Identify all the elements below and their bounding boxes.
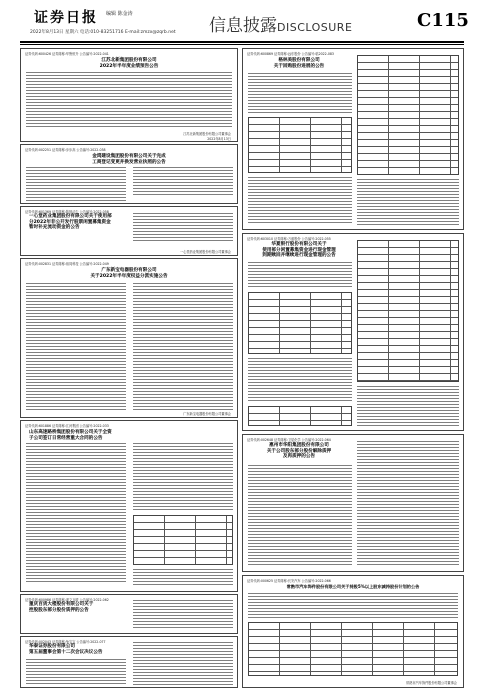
- notice-body-text: [357, 179, 459, 225]
- data-table: [248, 406, 352, 426]
- notice-body-text: [133, 569, 233, 587]
- newspaper-masthead: 证券日报: [34, 10, 98, 26]
- notice-title: 重庆百货大楼股份有限公司关于 控股股东部分股份质押的公告: [29, 602, 94, 613]
- notice-meta: 证券代码:000625 证券简称:长安汽车 公告编号:2022-066: [247, 579, 331, 583]
- notice-body-text: [133, 167, 233, 197]
- notice-block: [20, 420, 238, 592]
- page-header: [0, 0, 484, 46]
- data-table: [248, 622, 458, 676]
- notice-block: [20, 594, 238, 634]
- page-number: C115: [417, 10, 469, 31]
- notice-block: [242, 48, 464, 230]
- notice-title: 金鸿建设集团股份有限公司关于完成 工商登记变更并换发营业执照的公告: [92, 154, 166, 165]
- notice-signoff: 广东新宝电器股份有限公司董事会: [183, 412, 231, 416]
- notice-meta: 证券代码:603010 证券简称:万盛股份 公告编号:2022-055: [247, 237, 331, 241]
- notice-meta: 证券代码:600986 证券简称:浙文互联 公告编号:2022-062: [25, 598, 109, 602]
- notice-meta: 证券代码:601369 证券简称:陕鼓动力 公告编号:2022-058: [25, 210, 109, 214]
- section-title: [209, 11, 352, 36]
- notice-body-text: [26, 167, 126, 201]
- notice-body-text: [248, 73, 352, 113]
- notice-meta: 证券代码:002251 证券简称:步步高 公告编号:2022-038: [25, 148, 106, 152]
- data-table: [133, 515, 233, 565]
- notice-signoff: 江苏北新集团股份有限公司董事会: [183, 132, 231, 136]
- notice-title: 广东新宝电器股份有限公司 关于2022年半年度权益分派实施公告: [90, 268, 168, 279]
- notice-meta: 证券代码:002648 证券简称:卫星化学 公告编号:2022-064: [247, 438, 331, 442]
- notice-block: [20, 206, 238, 256]
- notice-block: [20, 636, 238, 688]
- data-table: [248, 117, 352, 173]
- data-table: [357, 240, 459, 382]
- notice-body-text: [357, 386, 459, 426]
- header-rule: [20, 41, 464, 43]
- data-table: [357, 55, 459, 175]
- notice-body-text: [26, 283, 126, 411]
- data-table: [248, 292, 352, 354]
- notice-title: 山东高速路桥集团股份有限公司关于全资 子公司签订日常经营重大合同的公告: [29, 430, 112, 441]
- notice-body-text: [248, 358, 352, 402]
- notice-title: 常熟市汽车饰件股份有限公司关于持股5%以上股东减持股份计划的公告: [286, 584, 420, 589]
- notice-body-text: [133, 283, 233, 411]
- notice-title: 江苏北新集团股份有限公司 2022年半年度业绩预告公告: [99, 58, 159, 69]
- notice-signoff: 一心堂药业集团股份有限公司董事会: [180, 250, 231, 254]
- notice-meta: 证券代码:600869 证券简称:远东股份 公告编号:临2022-083: [247, 52, 334, 56]
- notice-meta: 证券代码:601886 证券简称:江河集团 公告编号:2022-033: [25, 424, 109, 428]
- notice-body-text: [26, 72, 232, 128]
- notice-block: [20, 48, 238, 142]
- notice-block: [20, 258, 238, 418]
- notice-meta: 证券代码:002043 证券简称:兔宝宝 公告编号:2022-077: [25, 640, 106, 644]
- notice-body-text: [248, 177, 352, 225]
- notice-date: 2022年8月13日: [207, 137, 231, 141]
- notice-title: 华泰证券股份有限公司 第五届董事会第十二次会议决议公告: [29, 644, 103, 655]
- notice-block: [242, 434, 464, 572]
- notice-body-text: [26, 659, 126, 685]
- notice-title: 华夏银行股份有限公司关于 使用部分闲置募集资金进行现金管理 到期赎回并继续进行现金管理的公告: [262, 242, 336, 259]
- notice-title: 一心堂药业集团股份有限公司关于使用部 分2022年非公开发行股票闲置募集资金 暂时补充流动资金的公告: [29, 214, 112, 231]
- notice-body-text: [248, 593, 458, 619]
- notice-body-text: [248, 465, 352, 565]
- header-rule-thin: [20, 44, 464, 45]
- notice-body-text: [248, 262, 352, 288]
- notice-body-text: [357, 441, 459, 565]
- notice-body-text: [133, 600, 233, 630]
- notice-block: [20, 144, 238, 204]
- section-title-cn: 信息披露: [209, 16, 277, 36]
- notice-title: 惠州市华阳集团股份有限公司 关于公司股东部分股份解除质押 及再质押的公告: [266, 443, 332, 460]
- notice-meta: 证券代码:600426 证券简称:华鲁恒升 公告编号:2022-041: [25, 52, 109, 56]
- notice-body-text: [26, 443, 126, 583]
- notice-meta: 证券代码:002831 证券简称:裕同科技 公告编号:2022-049: [25, 262, 109, 266]
- issue-info-line: 2022年8月13日 星期六 电话:010-83251716 E-mail:zmzx@zqrb.net: [30, 30, 176, 35]
- notice-body-text: [133, 213, 233, 243]
- notice-block: [242, 575, 464, 688]
- notice-block: [242, 233, 464, 431]
- section-title-en: DISCLOSURE: [277, 21, 353, 34]
- notice-body-text: [133, 642, 233, 685]
- editor-credit: 编辑 陈金涛: [106, 11, 133, 17]
- notice-body-text: [133, 443, 233, 511]
- notice-signoff: 常熟市汽车饰件股份有限公司董事会: [406, 681, 457, 685]
- notice-title: 格林美股份有限公司 关于回购股份进展的公告: [273, 58, 325, 69]
